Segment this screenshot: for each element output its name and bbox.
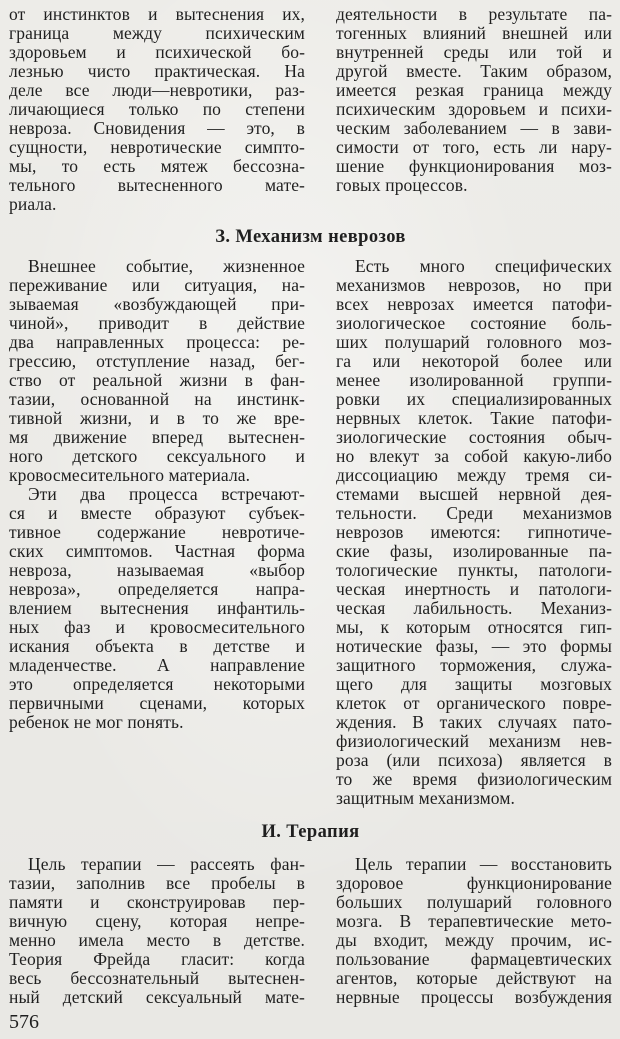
section-heading-therapy: И. Терапия [261, 822, 360, 842]
text-line: невроза. Сновидения — это, в [9, 118, 305, 138]
text-line: невроза», определяется напра- [9, 579, 305, 599]
text-line: неврозов имеются: гипнотиче- [336, 522, 612, 542]
text-line: мы, то есть мятеж бессозна- [9, 156, 305, 176]
text-line: тазии, заполнив все пробелы в [9, 873, 305, 893]
text-line: симости от того, есть ли нару- [336, 137, 612, 157]
text-line: риала. [9, 194, 57, 214]
text-line: невроза, называемая «выбор [9, 560, 305, 580]
text-block-top [9, 5, 612, 214]
text-line: то же время физиологическим [336, 769, 612, 789]
text-line: роза (или психоза) является в [336, 750, 612, 770]
text-line: тельного вытесненного мате- [9, 175, 305, 195]
text-line: защитным механизмом. [336, 788, 515, 808]
text-line: ды входит, между прочим, ис- [336, 930, 612, 950]
text-line: ждения. В таких случаях пато- [336, 712, 612, 732]
text-line: ших полушарий головного моз- [336, 332, 612, 352]
text-line: ство от реальной жизни в фан- [9, 370, 305, 390]
text-line: ских симптомов. Частная форма [9, 541, 305, 561]
text-line: шение функционирования моз- [336, 156, 612, 176]
paragraph [9, 485, 305, 732]
text-line: вичную сцену, которая непре- [9, 911, 305, 931]
text-line: психическим здоровьем и психи- [336, 99, 612, 119]
text-line: но влекут за собой какую-либо [336, 446, 612, 466]
text-line: ские фазы, изолированные па- [336, 541, 612, 561]
text-line: ческая лабильность. Механиз- [336, 598, 612, 618]
text-line: другой вместе. Таким образом, [336, 61, 612, 81]
text-line: Эти два процесса встречают- [28, 484, 305, 504]
right-column-mechanism [336, 257, 612, 808]
paragraph [336, 855, 612, 1007]
text-line: Цель терапии — рассеять фан- [28, 854, 305, 874]
paragraph [9, 855, 305, 1007]
text-line: граница между психическим [9, 23, 305, 43]
text-line: больших полушарий головного [336, 892, 612, 912]
text-line: два направленных процесса: ре- [9, 332, 305, 352]
text-line: памяти и сконструировав пер- [9, 892, 305, 912]
text-line: ческим заболеванием — в зави- [336, 118, 612, 138]
left-column-mechanism [9, 257, 305, 808]
text-line: га или некоторой более или [336, 351, 612, 371]
text-line: внутренней среды или той и [336, 42, 612, 62]
text-line: защитного торможения, служа- [336, 655, 612, 675]
text-line: менее изолированной группи- [336, 370, 612, 390]
text-line: лезнью чисто практическая. На [9, 61, 305, 81]
text-line: переживание или ситуация, на- [9, 275, 305, 295]
text-line: зываемая «возбуждающей при- [9, 294, 305, 314]
text-line: агентов, которые действуют на [336, 968, 612, 988]
text-line: нотические фазы, — это формы [336, 636, 612, 656]
text-line: имеется резкая граница между [336, 80, 612, 100]
text-line: Внешнее событие, жизненное [28, 256, 305, 276]
text-block-therapy [9, 855, 612, 1007]
text-line: клеток от органического повре- [336, 693, 612, 713]
text-line: ровки их специализированных [336, 389, 612, 409]
text-line: тологические пункты, патологи- [336, 560, 612, 580]
text-line: Есть много специфических [355, 256, 612, 276]
text-line: личающиеся только по степени [9, 99, 305, 119]
paragraph [9, 257, 305, 485]
text-line: Теория Фрейда гласит: когда [9, 949, 305, 969]
text-line: тазии, основанной на инстинк- [9, 389, 305, 409]
text-line: от инстинктов и вытеснения их, [9, 4, 305, 24]
paragraph [336, 257, 612, 808]
text-block-mechanism [9, 257, 612, 808]
text-line: нервных клеток. Такие патофи- [336, 408, 612, 428]
text-line: грессию, отступление назад, бег- [9, 351, 305, 371]
text-line: ного детского сексуального и [9, 446, 305, 466]
text-line: здоровое функционирование [336, 873, 612, 893]
text-line: кровосмесительного материала. [9, 465, 251, 485]
text-line: стемами высшей нервной дея- [336, 484, 612, 504]
text-line: деятельности в результате па- [336, 4, 612, 24]
text-line: ных фаз и кровосмесительного [9, 617, 305, 637]
text-line: первичными сценами, которых [9, 693, 305, 713]
text-line: тогенных влияний внешней или [336, 23, 612, 43]
right-column-top [336, 5, 612, 214]
right-column-therapy [336, 855, 612, 1007]
text-line: Цель терапии — восстановить [355, 854, 612, 874]
text-line: всех неврозах имеется патофи- [336, 294, 612, 314]
section-heading-mechanism: З. Механизм неврозов [215, 227, 406, 247]
page-number: 576 [9, 1011, 39, 1033]
text-line: влением вытеснения инфантиль- [9, 598, 305, 618]
text-line: механизмов неврозов, но при [336, 275, 612, 295]
text-line: это определяется некоторыми [9, 674, 305, 694]
text-line: сущности, невротические симпто- [9, 137, 305, 157]
text-line: чиной», приводит в действие [9, 313, 305, 333]
text-line: зиологическое состояние боль- [336, 313, 612, 333]
text-line: ся и вместе образуют субъек- [9, 503, 305, 523]
text-line: тельности. Среди механизмов [336, 503, 612, 523]
text-line: ческая инертность и патологи- [336, 579, 612, 599]
text-line: щего для защиты мозговых [336, 674, 612, 694]
text-line: менно имела место в детстве. [9, 930, 305, 950]
text-line: мозга. В терапевтические мето- [336, 911, 612, 931]
text-line: физиологический механизм нев- [336, 731, 612, 751]
text-line: ный детский сексуальный мате- [9, 987, 305, 1007]
text-line: младенчестве. А направление [9, 655, 305, 675]
text-line: нервные процессы возбуждения [336, 987, 612, 1007]
text-line: весь бессознательный вытеснен- [9, 968, 305, 988]
text-line: деле все люди—невротики, раз- [9, 80, 305, 100]
paragraph [336, 5, 612, 195]
text-line: мы, к которым относятся гип- [336, 617, 612, 637]
text-line: здоровьем и психической бо- [9, 42, 305, 62]
text-line: искания объекта в детстве и [9, 636, 305, 656]
text-line: тивной жизни, и в то же вре- [9, 408, 305, 428]
text-line: диссоциацию между тремя си- [336, 465, 612, 485]
paragraph [9, 5, 305, 214]
text-line: пользование фармацевтических [336, 949, 612, 969]
text-line: говых процессов. [336, 175, 468, 195]
left-column-top [9, 5, 305, 214]
text-line: мя движение вперед вытеснен- [9, 427, 305, 447]
left-column-therapy [9, 855, 305, 1007]
text-line: тивное содержание невротиче- [9, 522, 305, 542]
text-line: ребенок не мог понять. [9, 712, 184, 732]
text-line: зиологические состояния обыч- [336, 427, 612, 447]
